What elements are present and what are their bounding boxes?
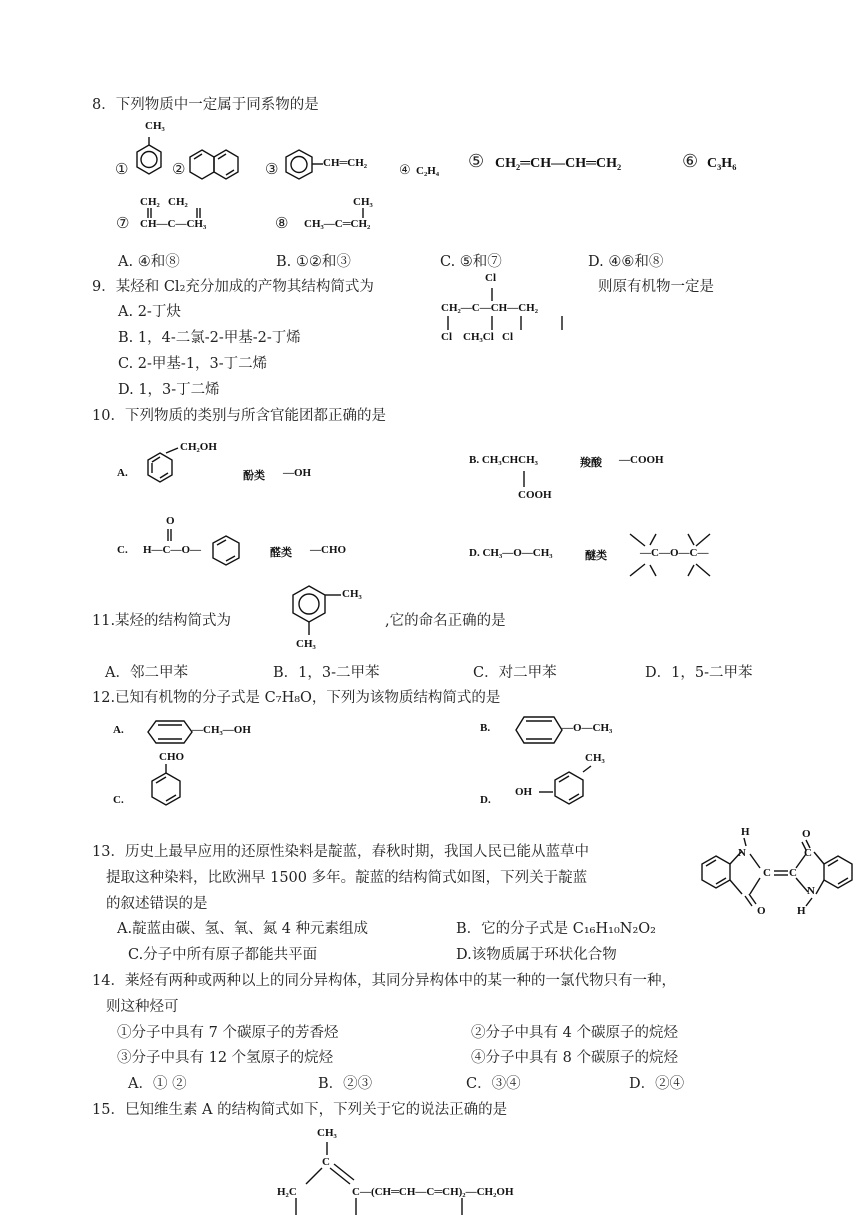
q8-s7-top: CH₂ CH₂ — [140, 196, 188, 208]
q13-indigo-structure — [698, 832, 858, 922]
q12-b-label: B. — [480, 722, 491, 734]
q15-h2c: H₂C — [277, 1186, 297, 1198]
q10-c-formula: H—C—O— — [143, 544, 202, 556]
q10-stem: 10．下列物质的类别与所含官能团都正确的是 — [92, 408, 386, 424]
q8-option-c: C. ⑤和⑦ — [440, 254, 502, 270]
q8-option-a: A. ④和⑧ — [118, 254, 180, 270]
q10-b-func: —COOH — [619, 454, 664, 466]
q13-line-2: 提取这种染料，比欧洲早 1500 多年。靛蓝的结构简式如图，下列关于靛蓝 — [106, 870, 588, 886]
q8-s2-naphthalene — [188, 148, 248, 188]
q14-option-a: A．① ② — [128, 1076, 187, 1092]
q8-s8-bottom: CH₃—C═CH₂ — [304, 218, 371, 230]
q14-item-2: ②分子中具有 4 个碳原子的烷烃 — [471, 1025, 678, 1041]
q10-d-ether-bonds — [630, 534, 720, 578]
q8-s5: CH₂═CH—CH═CH₂ — [495, 156, 622, 171]
q9-struct-bottom: Cl CH₃Cl Cl — [441, 331, 514, 343]
q13-line-1: 13．历史上最早应用的还原性染料是靛蓝，春秋时期，我国人民已能从蓝草中 — [92, 844, 589, 860]
q10-c-carbonyl — [166, 529, 174, 543]
q12-a-ring — [146, 719, 194, 745]
q13-option-b: B．它的分子式是 C₁₆H₁₀N₂O₂ — [456, 921, 656, 937]
q15-ch3: CH₃ — [317, 1127, 337, 1139]
q10-d-formula: D. CH₃—O—CH₃ — [469, 547, 553, 559]
q8-s4: C₂H₄ — [416, 165, 440, 177]
q12-b-group: —O—CH₃ — [562, 722, 613, 734]
q10-a-class: 酚类 — [243, 470, 265, 482]
q10-d-class: 醚类 — [585, 550, 607, 562]
q13-atom-h-bottom: H — [797, 905, 806, 917]
q11-ch3-bottom: CH₃ — [296, 638, 316, 650]
q10-a-benzene — [142, 448, 182, 490]
q14-option-c: C．③④ — [466, 1076, 521, 1092]
q12-d-oh: OH — [515, 786, 533, 798]
q13-option-d: D.该物质属于环状化合物 — [456, 947, 617, 963]
q10-a-ch2oh: CH₂OH — [180, 441, 217, 453]
q12-b-ring — [514, 715, 566, 745]
q10-b-bond — [521, 469, 527, 489]
q13-atom-n-right: N — [807, 885, 815, 897]
q8-label-3: ③ — [265, 160, 279, 178]
q13-option-c: C.分子中所有原子都能共平面 — [128, 947, 318, 963]
q13-atom-c-upper: C — [804, 847, 812, 859]
q14-item-4: ④分子中具有 8 个碳原子的烷烃 — [471, 1050, 678, 1066]
q8-s8-top: CH₃ — [353, 196, 373, 208]
q8-s1-toluene-ring — [134, 137, 164, 187]
q11-option-d: D．1，5-二甲苯 — [645, 665, 753, 681]
q13-atom-o-bottom: O — [757, 905, 766, 917]
q8-label-7: ⑦ — [116, 214, 130, 232]
q10-a-func: —OH — [283, 467, 312, 479]
q15-stem: 15．巳知维生素 A 的结构简式如下，下列关于它的说法正确的是 — [92, 1102, 508, 1118]
q12-c-benzene — [144, 764, 192, 814]
q12-d-label: D. — [480, 794, 491, 806]
q10-a-label: A. — [117, 467, 128, 479]
q8-option-b: B. ①②和③ — [276, 254, 351, 270]
q12-stem: 12.已知有机物的分子式是 C₇H₈O，下列为该物质结构简式的是 — [92, 690, 501, 706]
q11-option-a: A．邻二甲苯 — [105, 665, 188, 681]
q10-d-func: —C—O—C— — [640, 547, 709, 559]
q12-c-label: C. — [113, 794, 124, 806]
q13-atom-h-top: H — [741, 826, 750, 838]
q15-bonds — [290, 1140, 490, 1215]
q12-c-cho: CHO — [159, 751, 185, 763]
q12-a-label: A. — [113, 724, 124, 736]
q13-atom-n-left: N — [738, 847, 746, 859]
q11-ch3-right: CH₃ — [342, 588, 362, 600]
q8-s7-bottom: CH—C—CH₃ — [140, 218, 207, 230]
q8-label-6: ⑥ — [682, 151, 699, 172]
q14-line-1: 14．莱烃有两种或两种以上的同分异构体，其同分异构体中的某一种的一氯代物只有一种， — [92, 973, 676, 989]
q14-option-b: B．②③ — [318, 1076, 373, 1092]
q10-c-class: 醛类 — [270, 547, 292, 559]
q8-s3-benzene-ring — [283, 148, 323, 188]
q14-item-3: ③分子中具有 12 个氢原子的烷烃 — [117, 1050, 334, 1066]
q10-c-func: —CHO — [310, 544, 347, 556]
q12-d-benzene — [539, 766, 605, 816]
q11-stem: 11.某烃的结构简式为 — [92, 613, 232, 629]
q9-struct-mid: CH₂—C—CH—CH₂ — [441, 302, 539, 314]
q10-b-class: 羧酸 — [580, 457, 602, 469]
q8-label-8: ⑧ — [275, 214, 289, 232]
q9-option-c: C. 2-甲基-1，3-丁二烯 — [118, 356, 268, 372]
q9-option-a: A. 2-丁炔 — [118, 304, 181, 320]
q10-c-label: C. — [117, 544, 128, 556]
q8-label-2: ② — [172, 160, 186, 178]
q9-struct-top: Cl — [485, 272, 496, 284]
q14-option-d: D．②④ — [629, 1076, 685, 1092]
q13-atom-c-right: C — [789, 867, 797, 879]
q12-d-ch3: CH₃ — [585, 752, 605, 764]
q13-option-a: A.靛蓝由碳、氢、氧、氮 4 种元素组成 — [117, 921, 369, 937]
q9-struct-bonds — [441, 286, 581, 332]
q11-option-c: C．对二甲苯 — [473, 665, 557, 681]
q8-s1-ch3: CH₃ — [145, 120, 165, 132]
q13-atom-c-left: C — [763, 867, 771, 879]
q8-label-1: ① — [115, 160, 129, 178]
q9-stem-tail: 则原有机物一定是 — [598, 279, 714, 295]
q9-option-d: D. 1，3-丁二烯 — [118, 382, 220, 398]
q11-option-b: B．1，3-二甲苯 — [273, 665, 380, 681]
q8-stem: 8．下列物质中一定属于同系物的是 — [92, 97, 319, 113]
q8-s6: C₃H₆ — [707, 156, 737, 171]
q10-c-o: O — [166, 515, 175, 527]
q15-c-top: C — [322, 1156, 330, 1168]
q10-b-cooh: COOH — [518, 489, 552, 501]
q8-label-5: ⑤ — [468, 151, 485, 172]
q9-stem: 9．某烃和 Cl₂充分加成的产物其结构简式为 — [92, 279, 374, 295]
q9-option-b: B. 1，4-二氯-2-甲基-2-丁烯 — [118, 330, 301, 346]
q11-stem-tail: ,它的命名正确的是 — [385, 613, 506, 629]
q14-line-2: 则这种烃可 — [106, 999, 179, 1015]
q8-label-4: ④ — [399, 163, 411, 178]
q15-chain: C—(CH═CH—C═CH)₂—CH₂OH — [352, 1186, 514, 1198]
q8-s8-bond — [360, 208, 366, 220]
q14-item-1: ①分子中具有 7 个碳原子的芳香烃 — [117, 1025, 339, 1041]
q13-atom-o-top: O — [802, 828, 811, 840]
q8-s3-vinyl: CH═CH₂ — [323, 157, 368, 169]
q11-benzene-ring — [285, 583, 335, 633]
q10-c-benzene — [205, 535, 247, 569]
q8-s7-bonds — [145, 208, 215, 220]
q13-line-3: 的叙述错误的是 — [106, 896, 208, 912]
q8-option-d: D. ④⑥和⑧ — [588, 254, 664, 270]
q10-b-formula: B. CH₃CHCH₃ — [469, 454, 538, 466]
q12-a-group: —CH₃—OH — [192, 724, 251, 736]
